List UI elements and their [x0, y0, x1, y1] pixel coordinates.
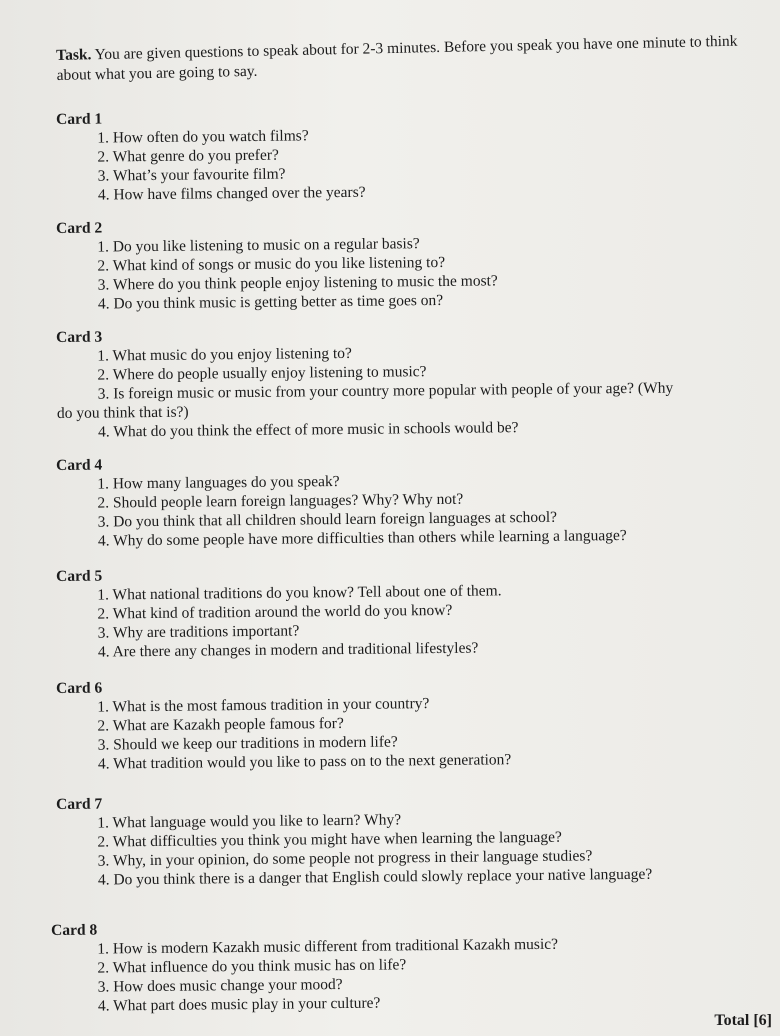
card-2	[56, 212, 757, 314]
card-4	[56, 449, 757, 551]
card-title: Card 4	[56, 456, 103, 474]
question: 4. Are there any changes in modern and traditional lifestyles?	[97, 639, 479, 661]
question: 1. Do you like listening to music on a regular basis?	[97, 235, 420, 256]
task-text: You are given questions to speak about for 2-3 minutes. Before you speak you have one minute to think about what you are going to say.	[56, 32, 738, 84]
question: 3. Where do you think people enjoy listening to music the most?	[97, 272, 498, 294]
question: 1. What national traditions do you know? Tell about one of them.	[97, 582, 502, 604]
card-5	[56, 560, 757, 662]
card-1	[56, 103, 757, 205]
question: 3. Do you think that all children should learn foreign languages at school?	[97, 508, 558, 531]
question: 4. What tradition would you like to pass on to the next generation?	[97, 751, 512, 773]
question: 4. Why do some people have more difficulties than others while learning a language?	[97, 527, 627, 550]
question: 4. What part does music play in your culture?	[97, 994, 381, 1015]
question: 4. Do you think music is getting better as time goes on?	[97, 291, 444, 313]
question: 4. How have films changed over the years?	[97, 183, 366, 204]
question: 3. Is foreign music or music from your country more popular with people of your age? (Why	[97, 379, 674, 403]
card-6	[56, 672, 757, 774]
question: 4. What do you think the effect of more music in schools would be?	[98, 419, 519, 441]
question: 3. What’s your favourite film?	[97, 165, 286, 185]
question: 1. What language would you like to learn? Why?	[97, 811, 402, 832]
card-title: Card 7	[56, 795, 103, 813]
question: 2. What are Kazakh people famous for?	[97, 714, 344, 735]
question: 3. Why, in your opinion, do some people not progress in their language studies?	[97, 847, 593, 870]
question: 1. What is the most famous tradition in your country?	[97, 695, 430, 716]
card-title: Card 8	[51, 921, 98, 940]
question: 2. Should people learn foreign languages? Why? Why not?	[97, 490, 464, 512]
question: 3. How does music change your mood?	[97, 976, 343, 996]
card-7	[56, 788, 757, 890]
question: 2. What kind of songs or music do you like listening to?	[97, 253, 446, 275]
card-title: Card 6	[56, 679, 103, 697]
question: 2. What difficulties you think you might have when learning the language?	[97, 828, 562, 851]
question: 1. How is modern Kazakh music different from traditional Kazakh music?	[97, 935, 559, 958]
task-lead: Task.	[56, 46, 92, 64]
card-8	[51, 914, 757, 1016]
question: 1. How often do you watch films?	[97, 127, 309, 147]
question-continuation: do you think that is?)	[56, 403, 189, 422]
question: 1. What music do you enjoy listening to?	[97, 344, 352, 365]
question: 3. Should we keep our traditions in modern life?	[97, 733, 398, 754]
task-instructions	[56, 31, 757, 86]
question: 3. Why are traditions important?	[97, 622, 300, 642]
question: 2. Where do people usually enjoy listening to music?	[97, 363, 427, 384]
question: 1. How many languages do you speak?	[97, 473, 340, 493]
total-score: Total [6]	[714, 1012, 772, 1029]
card-title: Card 3	[56, 328, 103, 346]
question: 4. Do you think there is a danger that English could slowly replace your native language?	[97, 865, 653, 889]
question: 2. What influence do you think music has on life?	[97, 956, 407, 977]
card-title: Card 5	[56, 567, 103, 585]
question: 2. What kind of tradition around the world do you know?	[97, 601, 453, 623]
card-title: Card 2	[56, 219, 103, 237]
card-3	[56, 321, 757, 442]
card-title: Card 1	[56, 110, 103, 128]
question: 2. What genre do you prefer?	[97, 146, 279, 166]
